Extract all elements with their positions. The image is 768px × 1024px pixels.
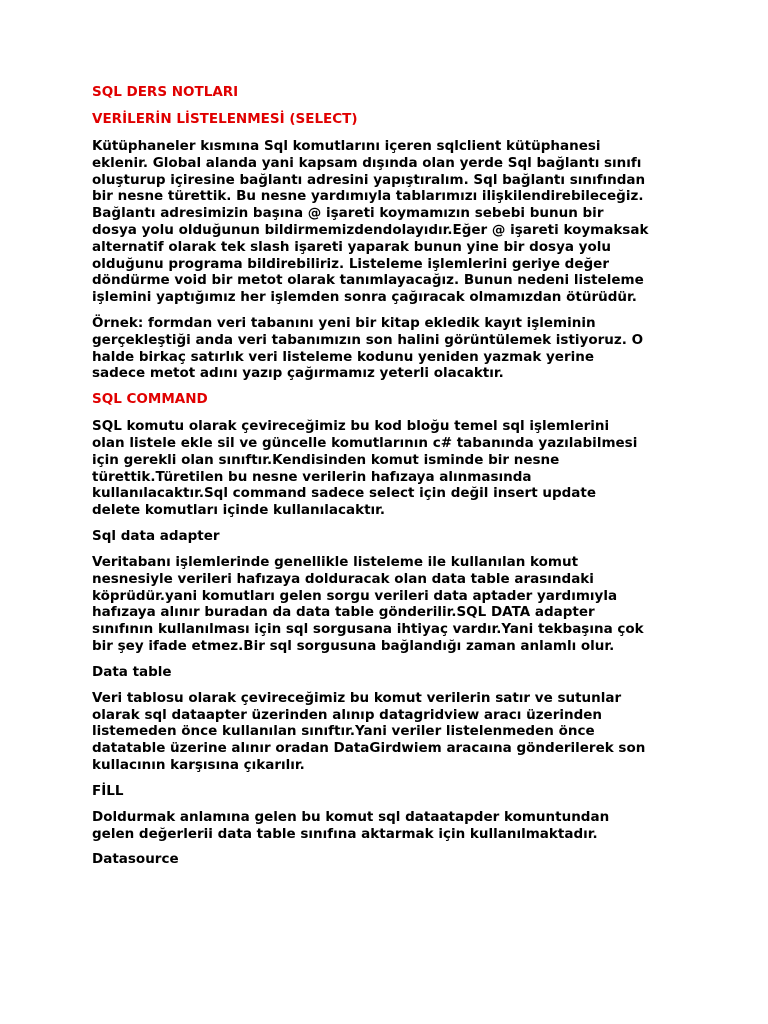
- paragraph-example: [92, 315, 682, 382]
- paragraph-data-adapter: [92, 554, 682, 655]
- text-line: işlemini yaptığımız her işlemden sonra çağıracak olmamızdan ötürüdür.: [92, 289, 637, 306]
- paragraph-data-table: [92, 690, 682, 774]
- text-line: gelen değerlerii data table sınıfına aktarmak için kullanılmaktadır.: [92, 825, 598, 842]
- text-line: halde birkaç satırlık veri listeleme kodunu yeniden yazmak yerine: [92, 348, 595, 365]
- text-line: bir nesne türettik. Bu nesne yardımıyla tablarımızı ilişkilendirebileceğiz.: [92, 188, 644, 205]
- text-line: Örnek: formdan veri tabanını yeni bir kitap ekledik kayıt işleminin: [92, 314, 596, 331]
- paragraph-fill: [92, 809, 682, 843]
- text-line: datatable üzerine alınır oradan DataGirdwiem aracaına gönderilerek son: [92, 740, 646, 757]
- section-title-datasource: Datasource: [92, 851, 179, 868]
- paragraph-sql-command: [92, 418, 682, 519]
- text-line: olan listele ekle sil ve güncelle komutlarının c# tabanında yazılabilmesi: [92, 434, 638, 451]
- text-line: eklenir. Global alanda yani kapsam dışında olan yerde Sql bağlantı sınıfı: [92, 154, 642, 171]
- text-line: Veritabanı işlemlerinde genellikle listeleme ile kullanılan komut: [92, 553, 579, 570]
- text-line: oluşturup içiresine bağlantı adresini yapıştıralım. Sql bağlantı sınıfından: [92, 171, 646, 188]
- text-line: bir şey ifade etmez.Bir sql sorgusuna bağlandığı zaman anlamlı olur.: [92, 637, 615, 654]
- paragraph-libraries: [92, 138, 682, 306]
- text-line: gerçekleştiği anda veri tabanımızın son halini görüntülemek istiyoruz. O: [92, 331, 644, 348]
- text-line: hafızaya alınır buradan da data table gönderilir.SQL DATA adapter: [92, 604, 595, 621]
- text-line: Doldurmak anlamına gelen bu komut sql dataatapder komuntundan: [92, 808, 610, 825]
- text-line: dosya yolu olduğunun bildirmemizdendolayıdır.Eğer @ işareti koymaksak: [92, 221, 649, 238]
- section-title-select: VERİLERİN LİSTELENMESİ (SELECT): [92, 111, 358, 127]
- section-title-sql-data-adapter: Sql data adapter: [92, 527, 220, 544]
- section-title-fill: FİLL: [92, 782, 124, 799]
- text-line: Bağlantı adresimizin başına @ işareti koymamızın sebebi bunun bir: [92, 205, 604, 222]
- text-line: olduğunu programa bildirebiliriz. Listeleme işlemlerini geriye değer: [92, 255, 609, 272]
- text-line: sınıfının kullanılması için sql sorgusana ihtiyaç vardır.Yani tekbaşına çok: [92, 621, 644, 638]
- text-line: nesnesiyle verileri hafızaya dolduracak olan data table arasındaki: [92, 570, 594, 587]
- section-title-data-table: Data table: [92, 663, 172, 680]
- text-line: Veri tablosu olarak çevireceğimiz bu komut verilerin satır ve sutunlar: [92, 689, 622, 706]
- text-line: türettik.Türetilen bu nesne verilerin hafızaya alınmasında: [92, 468, 532, 485]
- text-line: köprüdür.yani komutları gelen sorgu verileri data aptader yardımıyla: [92, 587, 618, 604]
- text-line: kullanılacaktır.Sql command sadece select için değil insert update: [92, 485, 597, 502]
- text-line: alternatif olarak tek slash işareti yaparak bunun yine bir dosya yolu: [92, 238, 611, 255]
- text-line: SQL komutu olarak çevireceğimiz bu kod bloğu temel sql işlemlerini: [92, 418, 610, 435]
- text-line: Kütüphaneler kısmına Sql komutlarını içeren sqlclient kütüphanesi: [92, 138, 601, 154]
- text-line: döndürme void bir metot olarak tanımlayacağız. Bunun nedeni listeleme: [92, 272, 644, 289]
- text-line: için gerekli olan sınıftır.Kendisinden komut isminde bir nesne: [92, 451, 560, 468]
- text-line: sadece metot adını yazıp çağırmamız yeterli olacaktır.: [92, 365, 504, 382]
- text-line: kullacının karşısına çıkarılır.: [92, 756, 305, 773]
- text-line: listemeden önce kullanılan sınıftır.Yani veriler listelenmeden önce: [92, 723, 595, 740]
- document-page: [92, 84, 682, 877]
- text-line: olarak sql dataapter üzerinden alınıp datagridview aracı üzerinden: [92, 706, 603, 723]
- document-title: SQL DERS NOTLARI: [92, 84, 239, 100]
- text-line: delete komutları içinde kullanılacaktır.: [92, 502, 386, 519]
- section-title-sql-command: SQL COMMAND: [92, 391, 208, 408]
